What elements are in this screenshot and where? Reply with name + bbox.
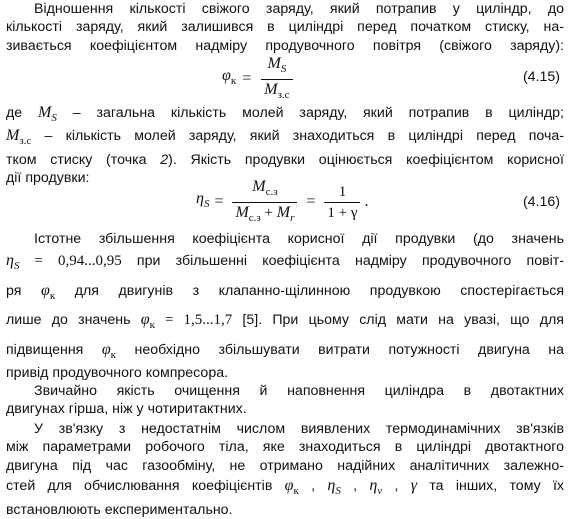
fraction-denominator: 1 + γ — [324, 202, 360, 222]
symbol-eta-v: $\eta_v$ — [369, 477, 383, 498]
fraction — [232, 178, 297, 227]
text-line: Звичайно якість очищення й наповнення циліндра в двотактних — [34, 383, 564, 399]
equation-lhs: $\eta_S$ — [196, 190, 210, 211]
symbol-mzs: $M_{з.с}$ — [6, 127, 32, 148]
symbol-eta-s: $\eta_S$ — [327, 477, 341, 498]
fraction-numerator: 1 — [338, 183, 347, 200]
symbol-gamma: γ — [410, 477, 418, 495]
equation-lhs: $\varphi_к$ — [222, 67, 237, 88]
text-line: двигунах гірша, ніж у чотиритактних. — [6, 401, 247, 418]
text-line: Істотне збільшення коефіцієнта корисної дії продувки (до значень — [34, 231, 564, 247]
fraction — [261, 55, 292, 104]
symbol-ms: $M_S$ — [38, 104, 57, 124]
symbol-phi-k: $\varphi_к$ — [101, 340, 117, 361]
equation-4-16 — [196, 177, 369, 224]
text-line: У зв'язку з недостатнім числом виявлених термодинамічних зв'язків — [34, 421, 564, 437]
equals-sign: = — [242, 69, 252, 87]
symbol-phi-k: $\varphi_к$ — [140, 311, 155, 332]
paragraph-intro — [6, 0, 564, 55]
text-line: між параметрами робочого тіла, яке знаходиться в циліндрі двотактного — [6, 439, 564, 456]
paragraph-efficiency — [6, 230, 564, 382]
text-line: кількості заряду, який залишився в циліндрі перед початком стиску, на- — [6, 19, 564, 36]
paragraph-definitions — [6, 104, 564, 188]
equation-period: . — [364, 192, 369, 210]
text-line: стей для обчислювання коефіцієнтів $\varphi_к$ , $\eta_S$ , $\eta_v$ , γ та інших, тому їх — [6, 477, 565, 498]
symbol-phi-k: $\varphi_к$ — [40, 281, 56, 302]
equation-number-4-16: (4.16) — [522, 194, 560, 210]
equals-sign: = — [214, 192, 224, 210]
fraction-denominator: $M_{з.с}$ — [261, 79, 292, 104]
text-line: Відношення кількості свіжого заряду, який потрапив у циліндр, до — [34, 1, 564, 17]
symbol-phi-k: $\varphi_к$ — [284, 477, 299, 498]
paragraph-conclusion — [6, 420, 564, 519]
symbol-eta-s: $\eta_S$ — [6, 252, 20, 273]
text-line: $\eta_S = 0,94...0,95$ при збільшенні коефіцієнта надміру продувочного повіт- — [6, 252, 564, 273]
text-line: ря $\varphi_к$ для двигунів з клапанно-щілинною продувкою спостерігається — [6, 281, 565, 302]
text-line: зивається коефіцієнтом надміру продувочного повітря (свіжого заряду): — [6, 37, 564, 54]
text-line: встановлюють експериментально. — [6, 501, 233, 518]
text-line: де $M_S$ – загальна кількість молей заряду, який потрапив в циліндр; — [6, 104, 564, 124]
text-line: двигуна під час газообміну, не отримано надійних аналітичних залежно- — [6, 457, 564, 474]
equation-number-4-15: (4.15) — [522, 69, 560, 85]
fraction — [324, 183, 360, 222]
fraction-numerator: $M_{с.з}$ — [252, 177, 278, 198]
text-line: $M_{з.с}$ – кількість молей заряду, який знаходиться в циліндрі перед поча- — [6, 127, 564, 148]
text-line: дії продувки: — [6, 170, 90, 187]
equation-4-15 — [222, 54, 297, 101]
text-line: лише до значень $\varphi_к = 1,5...1,7$ [5]. При цьому слід мати на увазі, що для — [6, 311, 564, 332]
fraction-denominator: $M_{с.з} + M_r$ — [232, 202, 297, 227]
text-line: підвищення $\varphi_к$ необхідно збільшувати витрати потужності двигуна на — [6, 340, 564, 361]
equals-sign: = — [306, 192, 316, 210]
paragraph-cleaning — [6, 382, 564, 419]
fraction-numerator: $M_S$ — [267, 54, 287, 75]
text-line: тком стиску (точка 2). Якість продувки оцінюється коефіцієнтом корисної — [6, 151, 564, 168]
text-line: привід продувочного компресора. — [6, 365, 229, 382]
